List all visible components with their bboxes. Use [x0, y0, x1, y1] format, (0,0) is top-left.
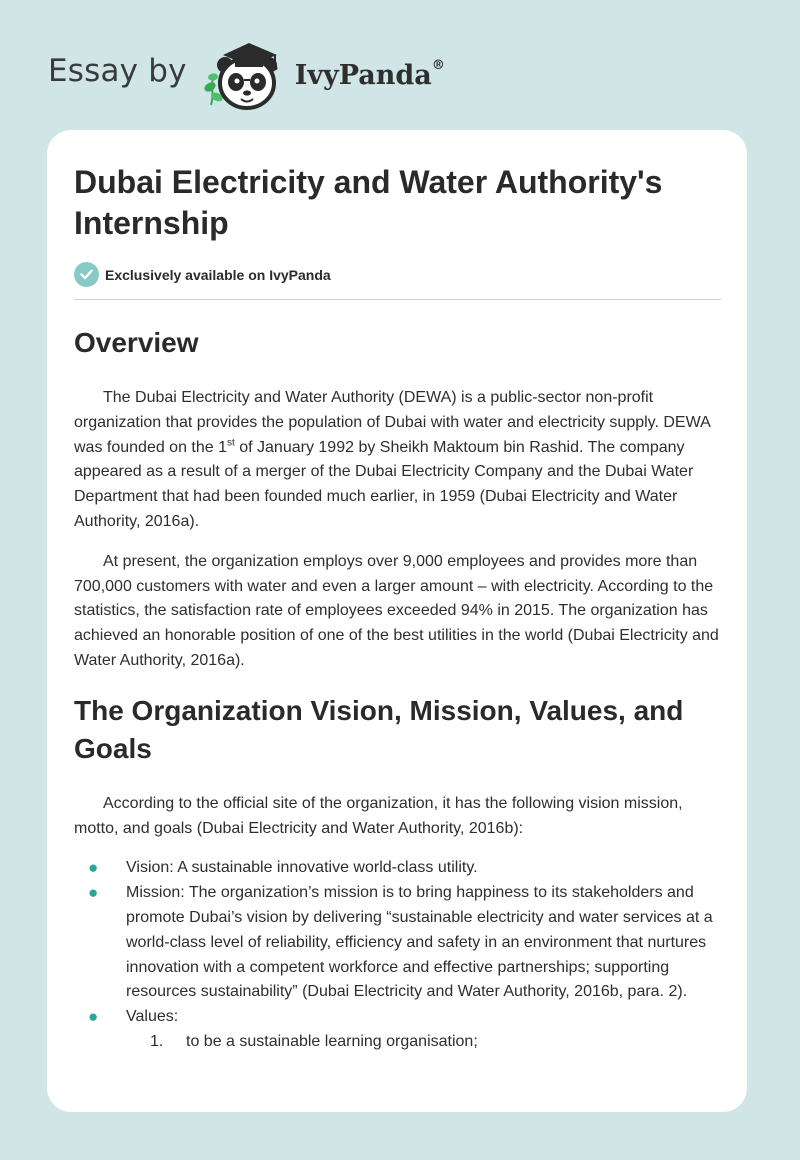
list-item: ● Mission: The organization’s mission is to bring happiness to its stakeholders and promote Dubai’s vision by delivering “sustainable electricity and water services at a world-class level of reliability, efficiency and safety in an environment that nurtures innovation with a competent workforce and effective partnerships; supporting resources sustainability” (Dubai Electricity and Water Authority, 2016b, para. 2).: [88, 883, 713, 1001]
section-heading-overview: Overview: [74, 327, 199, 358]
section-heading-vision: The Organization Vision, Mission, Values, and Goals: [74, 694, 684, 764]
brand-header[interactable]: [48, 34, 445, 114]
registered-mark: ®: [431, 57, 445, 73]
list-item: ● Vision: A sustainable innovative world-class utility.: [74, 856, 721, 881]
list-item: 1. to be a sustainable learning organisation;: [126, 1030, 721, 1055]
brand-name: IvyPanda®: [294, 57, 445, 91]
article-title: Dubai Electricity and Water Authority's Internship: [74, 164, 663, 241]
bullet-dot-icon: ●: [88, 883, 99, 903]
check-icon: [74, 262, 99, 287]
exclusive-badge: [74, 262, 721, 287]
vision-intro-paragraph: According to the official site of the organization, it has the following vision mission, motto, and goals (Dubai Electricity and Water Authority, 2016b):: [74, 794, 683, 837]
exclusive-badge-label: Exclusively available on IvyPanda: [105, 266, 331, 283]
overview-paragraph-1: The Dubai Electricity and Water Authority (DEWA) is a public-sector non-profit organization that provides the population of Dubai with water and electricity supply. DEWA was founded on the 1st of January 1992 by Sheikh Maktoum bin Rashid. The company appeared as a result of a merger of the Dubai Electricity Company and the Dubai Water Department that had been founded much earlier, in 1959 (Dubai Electricity and Water Authority, 2016a).: [74, 389, 710, 530]
list-number: 1.: [150, 1032, 164, 1050]
article-card: [47, 130, 747, 1112]
ordinal-suffix: st: [227, 437, 235, 449]
list-item: ● Values: 1. to be a sustainable learning organisation;: [74, 1005, 721, 1055]
brand-prefix: Essay by: [48, 53, 187, 89]
bullet-dot-icon: ●: [88, 1007, 99, 1027]
panda-logo-icon: [201, 35, 293, 113]
overview-paragraph-2: At present, the organization employs over 9,000 employees and provides more than 700,000 customers with water and even a larger amount – with electricity. According to the statistics, the satisfaction rate of employees exceeded 94% in 2015. The organization has achieved an honorable position of one of the best utilities in the world (Dubai Electricity and Water Authority, 2016a).: [74, 552, 719, 669]
bullet-dot-icon: ●: [88, 858, 99, 878]
values-numbered-list: [126, 1030, 721, 1055]
title-divider: [74, 299, 721, 300]
vision-bullet-list: [74, 856, 721, 1054]
